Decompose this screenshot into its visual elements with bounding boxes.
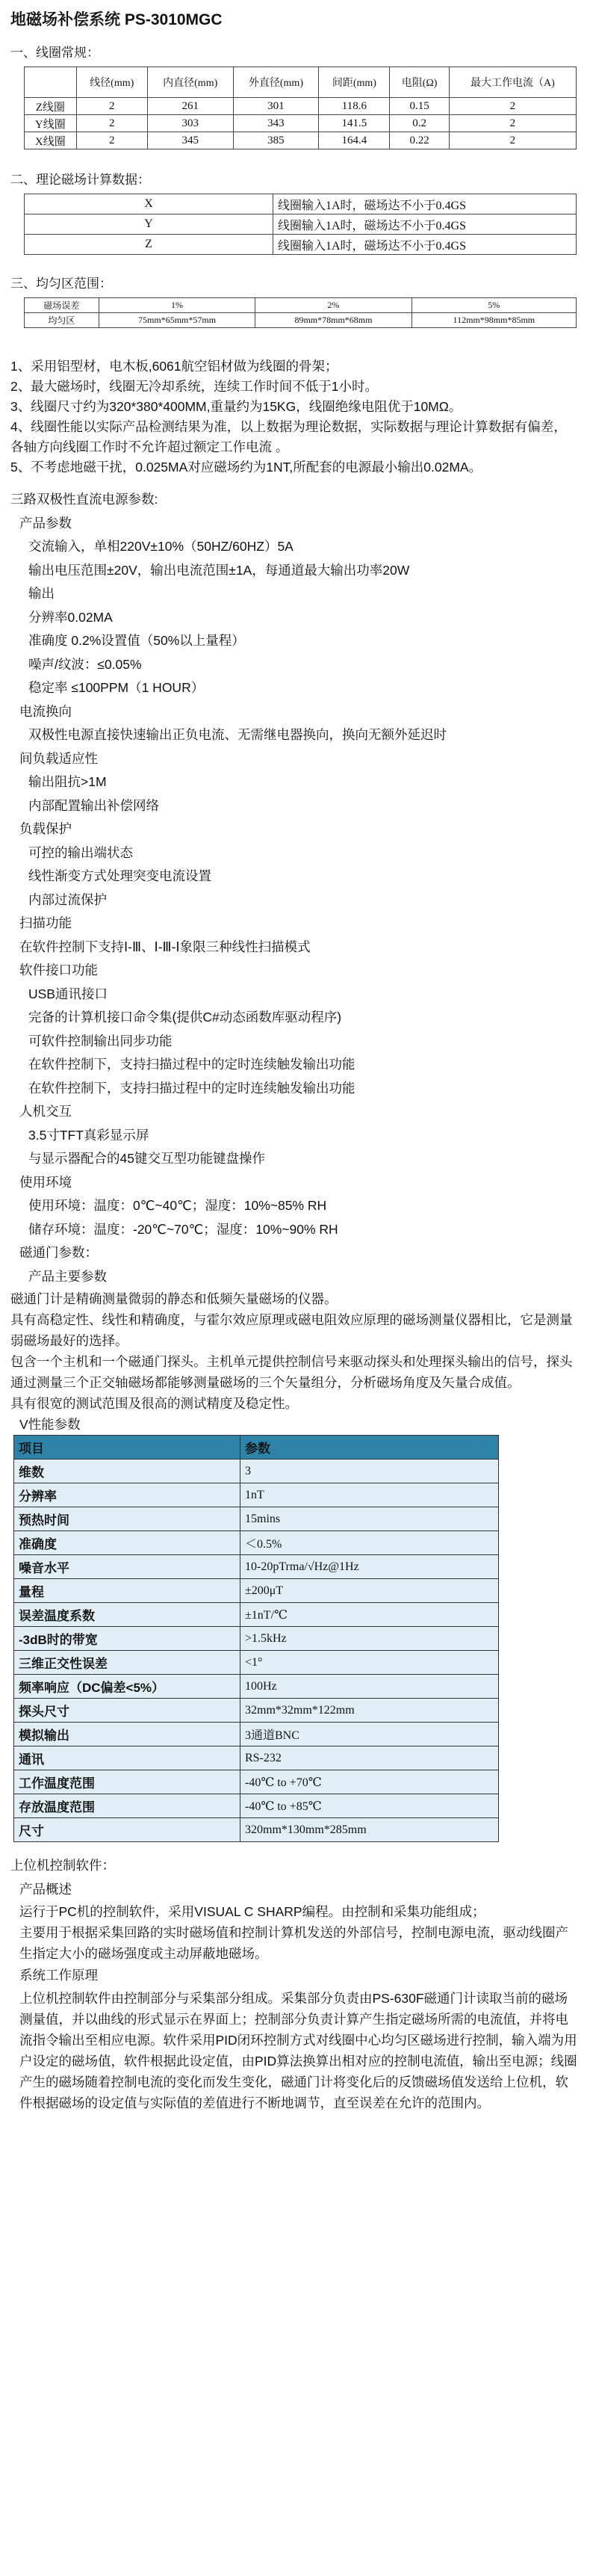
table-row bbox=[25, 132, 577, 149]
power-spec-line: 线性渐变方式处理突变电流设置 bbox=[28, 868, 211, 883]
axis-cell: X bbox=[25, 194, 273, 214]
header-cell: 最大工作电流（A) bbox=[449, 67, 576, 98]
spec-row bbox=[14, 1699, 499, 1723]
uniform-table bbox=[24, 297, 577, 328]
spec-item: 准确度 bbox=[14, 1531, 240, 1555]
spec-row bbox=[14, 1723, 499, 1746]
note-item: 4、线圈性能以实际产品检测结果为准，以上数据为理论数据，实际数据与理论计算数据有偏差，各轴方向线圈工作时不允许超过额定工作电流 。 bbox=[10, 419, 567, 454]
spec-item: 预热时间 bbox=[14, 1507, 240, 1531]
axis-cell: Z bbox=[25, 235, 273, 255]
page-title: 地磁场补偿系统 PS-3010MGC bbox=[10, 11, 223, 28]
spec-row bbox=[14, 1675, 499, 1699]
table-cell: 261 bbox=[147, 98, 233, 115]
power-spec-line: 输出阻抗>1M bbox=[28, 774, 107, 789]
power-spec-line: 输出 bbox=[28, 586, 55, 601]
power-spec-line: 双极性电源直接快速输出正负电流、无需继电器换向，换向无额外延迟时 bbox=[28, 727, 447, 742]
power-spec-line: 使用环境 bbox=[19, 1174, 72, 1190]
table-row bbox=[25, 194, 577, 214]
table-cell: 343 bbox=[233, 115, 319, 132]
power-spec-line: 扫描功能 bbox=[19, 915, 72, 930]
table-cell: 118.6 bbox=[319, 98, 390, 115]
spec-item: 通讯 bbox=[14, 1746, 240, 1770]
spec-value: -40℃ to +70℃ bbox=[240, 1770, 499, 1794]
power-spec-line: 电流换向 bbox=[19, 703, 72, 719]
spec-value: 15mins bbox=[240, 1507, 499, 1531]
table-cell: 5% bbox=[412, 298, 576, 313]
spec-item: 噪音水平 bbox=[14, 1555, 240, 1579]
spec-row bbox=[14, 1555, 499, 1579]
software-section bbox=[10, 1854, 580, 2113]
table-cell: 2 bbox=[76, 115, 147, 132]
table-cell: 385 bbox=[233, 132, 319, 149]
power-spec-line: 软件接口功能 bbox=[19, 963, 98, 977]
spec-row bbox=[14, 1770, 499, 1794]
spec-item: 存放温度范围 bbox=[14, 1794, 240, 1818]
power-spec-line: 产品参数 bbox=[19, 515, 72, 531]
spec-value: 3 bbox=[240, 1460, 499, 1483]
table-cell: 1% bbox=[99, 298, 255, 313]
power-spec-line: 负载保护 bbox=[19, 821, 72, 836]
power-spec-line: 在软件控制下，支持扫描过程中的定时连续触发输出功能 bbox=[28, 1080, 355, 1096]
power-spec-line: 稳定率 ≤100PPM（1 HOUR） bbox=[28, 680, 205, 695]
spec-item: 分辨率 bbox=[14, 1483, 240, 1507]
software-principle-text: 上位机控制软件由控制部分与采集部分组成。采集部分负责由PS-630F磁通门计读取当前的磁场测量值，并以曲线的形式显示在界面上；控制部分负责计算产生指定磁场所需的电流值，并将电流指令输出至相应电源。软件采用PID闭环控制方式对线圈中心均匀区磁场进行控制，输入端为用户设定的磁场值，软件根据此设定值，由PID算法换算出相对应的控制电流值，输出至电源；线圈产生的磁场随着控制电流的变化而发生变化，磁通门计将变化后的反馈磁场值发送给上位机，软件根据磁场的设定值与实际值的差值进行不断地调节，直至误差在允许的范围内。 bbox=[19, 1990, 577, 2110]
coil-table bbox=[24, 67, 577, 149]
power-spec-line: 准确度 0.2%设置值（50%以上量程） bbox=[28, 633, 245, 648]
header-cell: 外直径(mm) bbox=[233, 67, 319, 98]
spec-row bbox=[14, 1746, 499, 1770]
power-spec-line: 输出电压范围±20V，输出电流范围±1A，每通道最大输出功率20W bbox=[28, 562, 410, 578]
spec-item: 尺寸 bbox=[14, 1818, 240, 1842]
table-cell: 75mm*65mm*57mm bbox=[99, 313, 255, 328]
software-heading: 上位机控制软件： bbox=[10, 1858, 115, 1873]
field-table bbox=[24, 194, 577, 255]
spec-header-item: 项目 bbox=[14, 1436, 240, 1460]
table-row bbox=[25, 298, 577, 313]
spec-row bbox=[14, 1460, 499, 1483]
spec-item: 探头尺寸 bbox=[14, 1699, 240, 1723]
software-principle-label: 系统工作原理 bbox=[19, 1968, 98, 1983]
table-row bbox=[25, 115, 577, 132]
spec-item: -3dB时的带宽 bbox=[14, 1627, 240, 1651]
table-cell: 线圈输入1A时，磁场达不小于0.4GS bbox=[273, 214, 577, 235]
table-cell: 301 bbox=[233, 98, 319, 115]
table-cell: Z线圈 bbox=[25, 98, 77, 115]
spec-item: 维数 bbox=[14, 1460, 240, 1483]
spec-value: 320mm*130mm*285mm bbox=[240, 1818, 499, 1842]
fluxgate-spec-table bbox=[13, 1435, 499, 1842]
spec-item: 三维正交性误差 bbox=[14, 1651, 240, 1675]
note-item: 1、采用铝型材，电木板,6061航空铝材做为线圈的骨架； bbox=[10, 359, 338, 374]
fluxgate-description bbox=[10, 1288, 580, 1435]
power-spec-line: 内部过流保护 bbox=[28, 892, 107, 907]
table-cell: 303 bbox=[147, 115, 233, 132]
power-spec-line: 交流输入，单相220V±10%（50HZ/60HZ）5A bbox=[28, 539, 294, 554]
note-item: 5、不考虑地磁干扰，0.025MA对应磁场约为1NT,所配套的电源最小输出0.02MA。 bbox=[10, 460, 482, 475]
table-cell: 2 bbox=[449, 115, 576, 132]
note-item: 3、线圈尺寸约为320*380*400MM,重量约为15KG，线圈绝缘电阻优于10MΩ。 bbox=[10, 399, 462, 414]
spec-row bbox=[14, 1651, 499, 1675]
software-line: 主要用于根据采集回路的实时磁场值和控制计算机发送的外部信号，控制电源电流，驱动线圈产生指定大小的磁场强度或主动屏蔽地磁场。 bbox=[19, 1925, 568, 1961]
spec-row bbox=[14, 1603, 499, 1627]
power-spec-line: 人机交互 bbox=[19, 1104, 72, 1119]
power-spec-line: 可软件控制输出同步功能 bbox=[28, 1033, 173, 1048]
coil-table-header bbox=[25, 67, 577, 98]
power-spec-line: 使用环境：温度：0℃~40℃；湿度：10%~85% RH bbox=[28, 1198, 327, 1213]
table-cell: 2% bbox=[255, 298, 412, 313]
spec-item: 量程 bbox=[14, 1579, 240, 1603]
power-spec-line: 可控的输出端状态 bbox=[28, 844, 133, 860]
table-cell: 0.2 bbox=[390, 115, 449, 132]
spec-value: ±200μT bbox=[240, 1579, 499, 1603]
table-row bbox=[25, 214, 577, 235]
table-cell: Y线圈 bbox=[25, 115, 77, 132]
axis-cell: Y bbox=[25, 214, 273, 235]
spec-item: 频率响应（DC偏差<5%） bbox=[14, 1675, 240, 1699]
power-spec-line: 3.5寸TFT真彩显示屏 bbox=[28, 1127, 149, 1143]
spec-row bbox=[14, 1794, 499, 1818]
fluxgate-desc-line: V性能参数 bbox=[19, 1417, 81, 1432]
section-field-heading: 二、理论磁场计算数据： bbox=[10, 173, 150, 187]
table-cell: 2 bbox=[449, 132, 576, 149]
power-spec-line: 完备的计算机接口命令集(提供C#动态函数库驱动程序) bbox=[28, 1010, 342, 1025]
power-spec-line: 内部配置输出补偿网络 bbox=[28, 797, 159, 813]
power-spec-line: 三路双极性直流电源参数: bbox=[10, 492, 158, 507]
power-spec-line: 在软件控制下支持Ⅰ-Ⅲ、Ⅰ-Ⅲ-Ⅰ象限三种线性扫描模式 bbox=[19, 939, 311, 954]
fluxgate-desc-line: 包含一个主机和一个磁通门探头。主机单元提供控制信号来驱动探头和处理探头输出的信号，探头通过测量三个正交轴磁场都能够测量磁场的三个矢量组分，分析磁场角度及矢量合成值。 bbox=[10, 1354, 573, 1390]
note-item: 2、最大磁场时，线圈无冷却系统，连续工作时间不低于1小时。 bbox=[10, 379, 378, 394]
table-cell: 2 bbox=[76, 132, 147, 149]
fluxgate-desc-line: 磁通门计是精确测量微弱的静态和低频矢量磁场的仪器。 bbox=[10, 1291, 338, 1306]
spec-value: 3通道BNC bbox=[240, 1723, 499, 1746]
table-row bbox=[25, 98, 577, 115]
spec-header-param: 参数 bbox=[240, 1436, 499, 1460]
table-cell: 线圈输入1A时，磁场达不小于0.4GS bbox=[273, 194, 577, 214]
power-supply-specs bbox=[10, 488, 580, 1288]
fluxgate-desc-line: 具有高稳定性、线性和精确度，与霍尔效应原理或磁电阻效应原理的磁场测量仪器相比，它是测量弱磁场最好的选择。 bbox=[10, 1312, 573, 1348]
power-spec-line: 分辨率0.02MA bbox=[28, 609, 113, 625]
table-cell: 0.22 bbox=[390, 132, 449, 149]
spec-row bbox=[14, 1483, 499, 1507]
table-cell: 112mm*98mm*85mm bbox=[412, 313, 576, 328]
spec-value: 100Hz bbox=[240, 1675, 499, 1699]
spec-value: -40℃ to +85℃ bbox=[240, 1794, 499, 1818]
spec-value: 32mm*32mm*122mm bbox=[240, 1699, 499, 1723]
table-cell: 2 bbox=[76, 98, 147, 115]
power-spec-line: 在软件控制下，支持扫描过程中的定时连续触发输出功能 bbox=[28, 1057, 355, 1072]
table-cell: 164.4 bbox=[319, 132, 390, 149]
table-cell: 磁场误差 bbox=[25, 298, 99, 313]
power-spec-line: 间负载适应性 bbox=[19, 750, 98, 766]
header-cell bbox=[25, 67, 77, 98]
table-row bbox=[25, 235, 577, 255]
spec-value: RS-232 bbox=[240, 1746, 499, 1770]
spec-item: 模拟输出 bbox=[14, 1723, 240, 1746]
spec-value: 1nT bbox=[240, 1483, 499, 1507]
spec-value: <1° bbox=[240, 1651, 499, 1675]
software-line: 运行于PC机的控制软件，采用VISUAL C SHARP编程。由控制和采集功能组成； bbox=[19, 1904, 485, 1919]
software-overview-label: 产品概述 bbox=[19, 1881, 72, 1897]
spec-value: 10-20pTrma/√Hz@1Hz bbox=[240, 1555, 499, 1579]
power-spec-line: 噪声/纹波：≤0.05% bbox=[28, 656, 142, 672]
table-row bbox=[25, 313, 577, 328]
table-cell: 均匀区 bbox=[25, 313, 99, 328]
spec-row bbox=[14, 1531, 499, 1555]
spec-row bbox=[14, 1818, 499, 1842]
spec-row bbox=[14, 1627, 499, 1651]
table-cell: 线圈输入1A时，磁场达不小于0.4GS bbox=[273, 235, 577, 255]
spec-row bbox=[14, 1507, 499, 1531]
table-cell: 345 bbox=[147, 132, 233, 149]
notes-block bbox=[10, 356, 580, 478]
spec-value: ±1nT/℃ bbox=[240, 1603, 499, 1627]
header-cell: 间距(mm) bbox=[319, 67, 390, 98]
power-spec-line: 与显示器配合的45键交互型功能键盘操作 bbox=[28, 1151, 265, 1166]
header-cell: 线径(mm) bbox=[76, 67, 147, 98]
table-cell: 0.15 bbox=[390, 98, 449, 115]
fluxgate-desc-line: 具有很宽的测试范围及很高的测试精度及稳定性。 bbox=[10, 1396, 298, 1411]
power-spec-line: 磁通门参数： bbox=[19, 1245, 98, 1260]
spec-header-row bbox=[14, 1436, 499, 1460]
power-spec-line: 产品主要参数 bbox=[28, 1268, 107, 1284]
spec-item: 工作温度范围 bbox=[14, 1770, 240, 1794]
power-spec-line: 储存环境：温度：-20℃~70℃；湿度：10%~90% RH bbox=[28, 1221, 338, 1237]
header-cell: 电阻(Ω) bbox=[390, 67, 449, 98]
table-cell: 2 bbox=[449, 98, 576, 115]
power-spec-line: USB通讯接口 bbox=[28, 986, 108, 1001]
spec-value: >1.5kHz bbox=[240, 1627, 499, 1651]
spec-row bbox=[14, 1579, 499, 1603]
section-coil-heading: 一、线圈常规： bbox=[10, 46, 99, 60]
table-cell: 89mm*78mm*68mm bbox=[255, 313, 412, 328]
spec-item: 误差温度系数 bbox=[14, 1603, 240, 1627]
spec-value: ＜0.5% bbox=[240, 1531, 499, 1555]
table-cell: 141.5 bbox=[319, 115, 390, 132]
header-cell: 内直径(mm) bbox=[147, 67, 233, 98]
section-uniform-heading: 三、均匀区范围： bbox=[10, 277, 112, 291]
table-cell: X线圈 bbox=[25, 132, 77, 149]
